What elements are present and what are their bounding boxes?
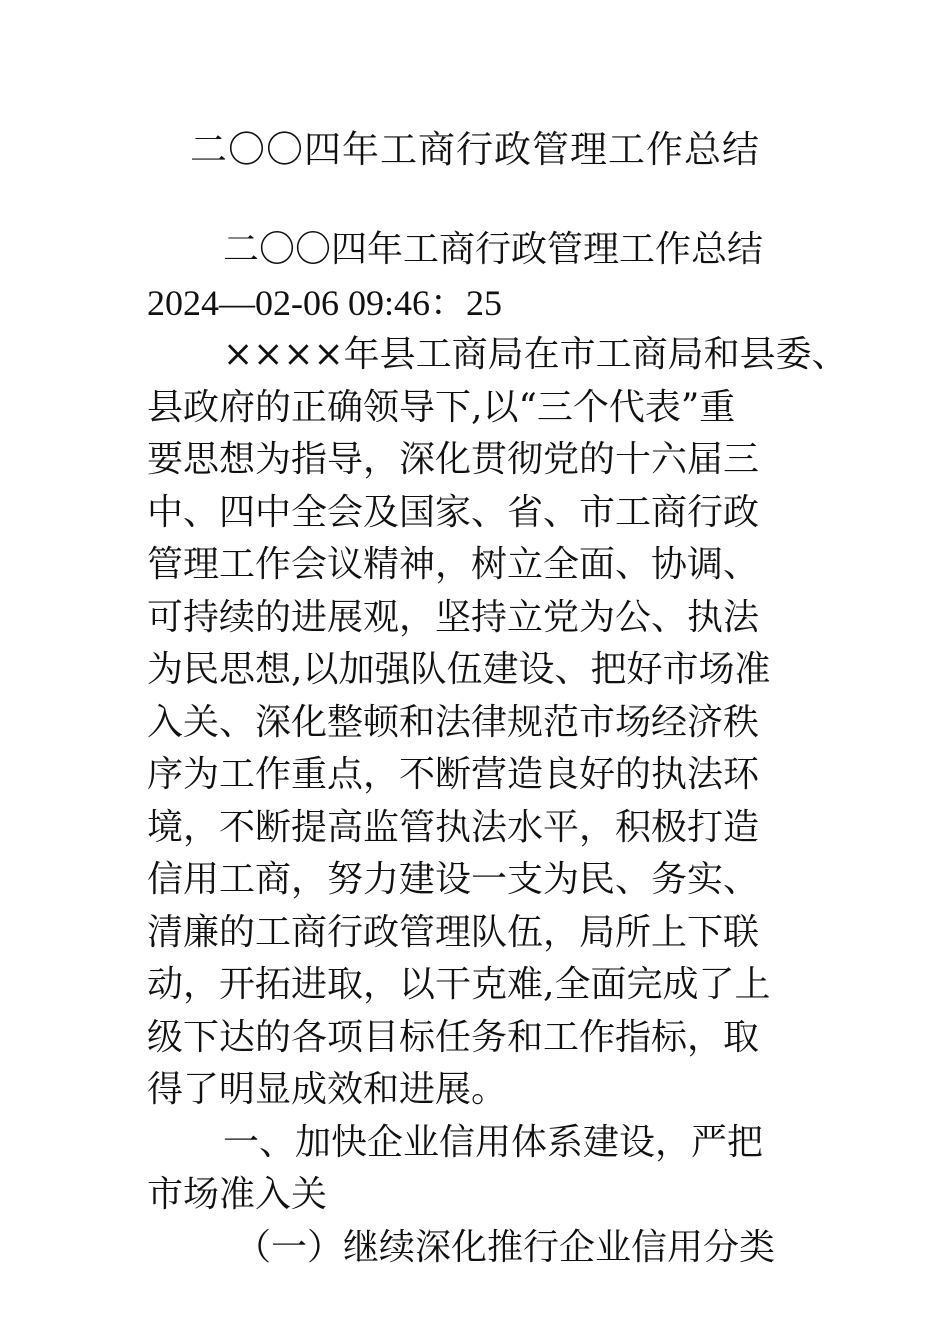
document-body [147,224,848,1274]
paragraph-line: 为民思想,以加强队伍建设、把好市场准 [147,649,771,690]
section-heading-line: 市场准入关 [147,1174,328,1215]
paragraph-line: 级下达的各项目标任务和工作指标，取 [147,1016,760,1058]
paragraph-line: 入关、深化整顿和法律规范市场经济秩 [147,701,760,743]
paragraph-line: 中、四中全会及国家、省、市工商行政 [147,491,760,533]
paragraph-line: 信用工商，努力建设一支为民、务实、 [147,859,760,900]
paragraph-line: 清廉的工商行政管理队伍，局所上下联 [147,911,760,953]
timestamp-line: 2024—02-06 09:46：25 [147,282,502,323]
document-title: 二〇〇四年工商行政管理工作总结 [190,128,760,171]
paragraph-line: ××××年县工商局在市工商局和县委、 [223,334,848,375]
paragraph-line: 县政府的正确领导下,以“三个代表”重 [147,386,736,428]
subsection-heading-line: （一）继续深化推行企业信用分类 [235,1226,776,1268]
paragraph-line: 要思想为指导，深化贯彻党的十六届三 [147,439,760,480]
paragraph-line: 动，开拓进取，以干克难,全面完成了上 [147,964,771,1005]
subtitle-line: 二〇〇四年工商行政管理工作总结 [223,229,764,270]
paragraph-line: 可持续的进展观，坚持立党为公、执法 [147,596,760,638]
paragraph-line: 序为工作重点，不断营造良好的执法环 [147,754,760,795]
paragraph-line: 得了明显成效和进展。 [147,1069,508,1110]
paragraph-line: 管理工作会议精神，树立全面、协调、 [147,544,760,585]
section-heading-line: 一、加快企业信用体系建设，严把 [223,1121,764,1163]
paragraph-line: 境，不断提高监管执法水平，积极打造 [147,806,760,848]
